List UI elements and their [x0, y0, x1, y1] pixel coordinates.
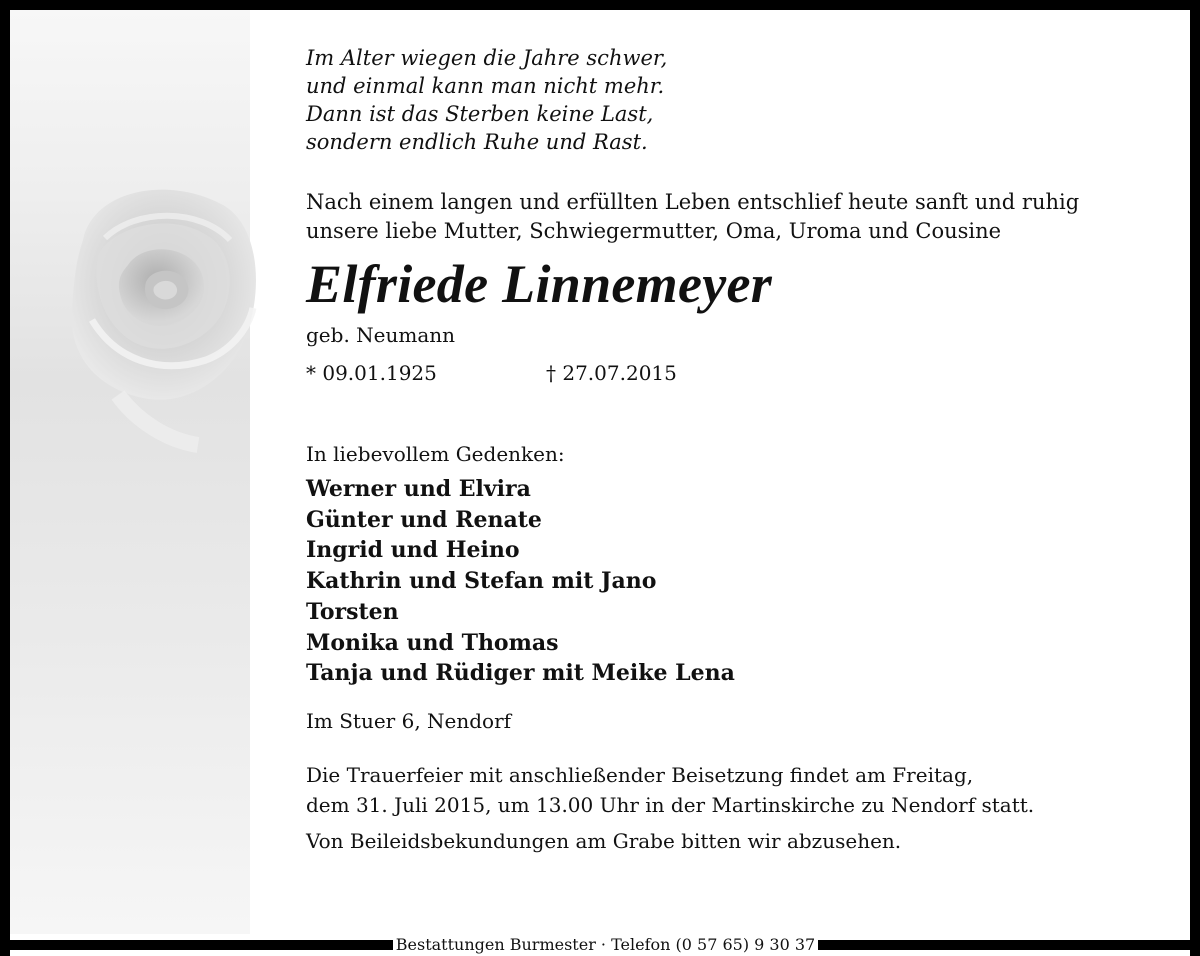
mourner-name: Tanja und Rüdiger mit Meike Lena [306, 660, 735, 687]
birth-date: * 09.01.1925 [306, 361, 437, 385]
memorial-title: In liebevollem Gedenken: [306, 442, 565, 466]
announcement-line: unsere liebe Mutter, Schwiegermutter, Oma, Uroma und Cousine [306, 219, 1002, 243]
mourner-name: Werner und Elvira [306, 476, 531, 502]
family-address: Im Stuer 6, Nendorf [306, 708, 512, 733]
mourner-list [306, 474, 1166, 689]
maiden-name: geb. Neumann [306, 323, 456, 347]
death-date: † 27.07.2015 [546, 361, 677, 385]
funeral-line: Die Trauerfeier mit anschließender Beisetzung findet am Freitag, [306, 762, 974, 787]
announcement-line: Nach einem langen und erfüllten Leben entschlief heute sanft und ruhig [306, 190, 1080, 214]
footer-left-rule [0, 940, 393, 950]
mourner-name: Torsten [306, 598, 399, 625]
condolence-note: Von Beileidsbekundungen am Grabe bitten wir abzusehen. [306, 828, 902, 853]
footer-bar [0, 934, 1200, 956]
obituary-content [306, 44, 1166, 856]
funeral-information [306, 760, 1166, 820]
funeral-home-contact: Bestattungen Burmester · Telefon (0 57 65) 9 30 37 [395, 935, 816, 954]
mourner-name: Günter und Renate [306, 506, 542, 533]
mourner-name: Monika und Thomas [306, 629, 559, 656]
mourner-name: Ingrid und Heino [306, 537, 520, 564]
poem-line: sondern endlich Ruhe und Rast. [306, 130, 648, 154]
life-dates [306, 360, 1166, 386]
poem-line: und einmal kann man nicht mehr. [306, 74, 665, 98]
mourner-name: Kathrin und Stefan mit Jano [306, 568, 657, 595]
decorative-side-panel [10, 10, 250, 934]
poem-line: Im Alter wiegen die Jahre schwer, [306, 46, 668, 70]
funeral-line: dem 31. Juli 2015, um 13.00 Uhr in der Martinskirche zu Nendorf statt. [306, 792, 1035, 817]
rose-image [58, 170, 268, 470]
deceased-name: Elfriede Linnemeyer [306, 254, 773, 314]
poem-line: Dann ist das Sterben keine Last, [306, 102, 654, 126]
death-announcement [306, 188, 1166, 246]
poem [306, 44, 1166, 156]
footer-right-rule [818, 940, 1200, 950]
